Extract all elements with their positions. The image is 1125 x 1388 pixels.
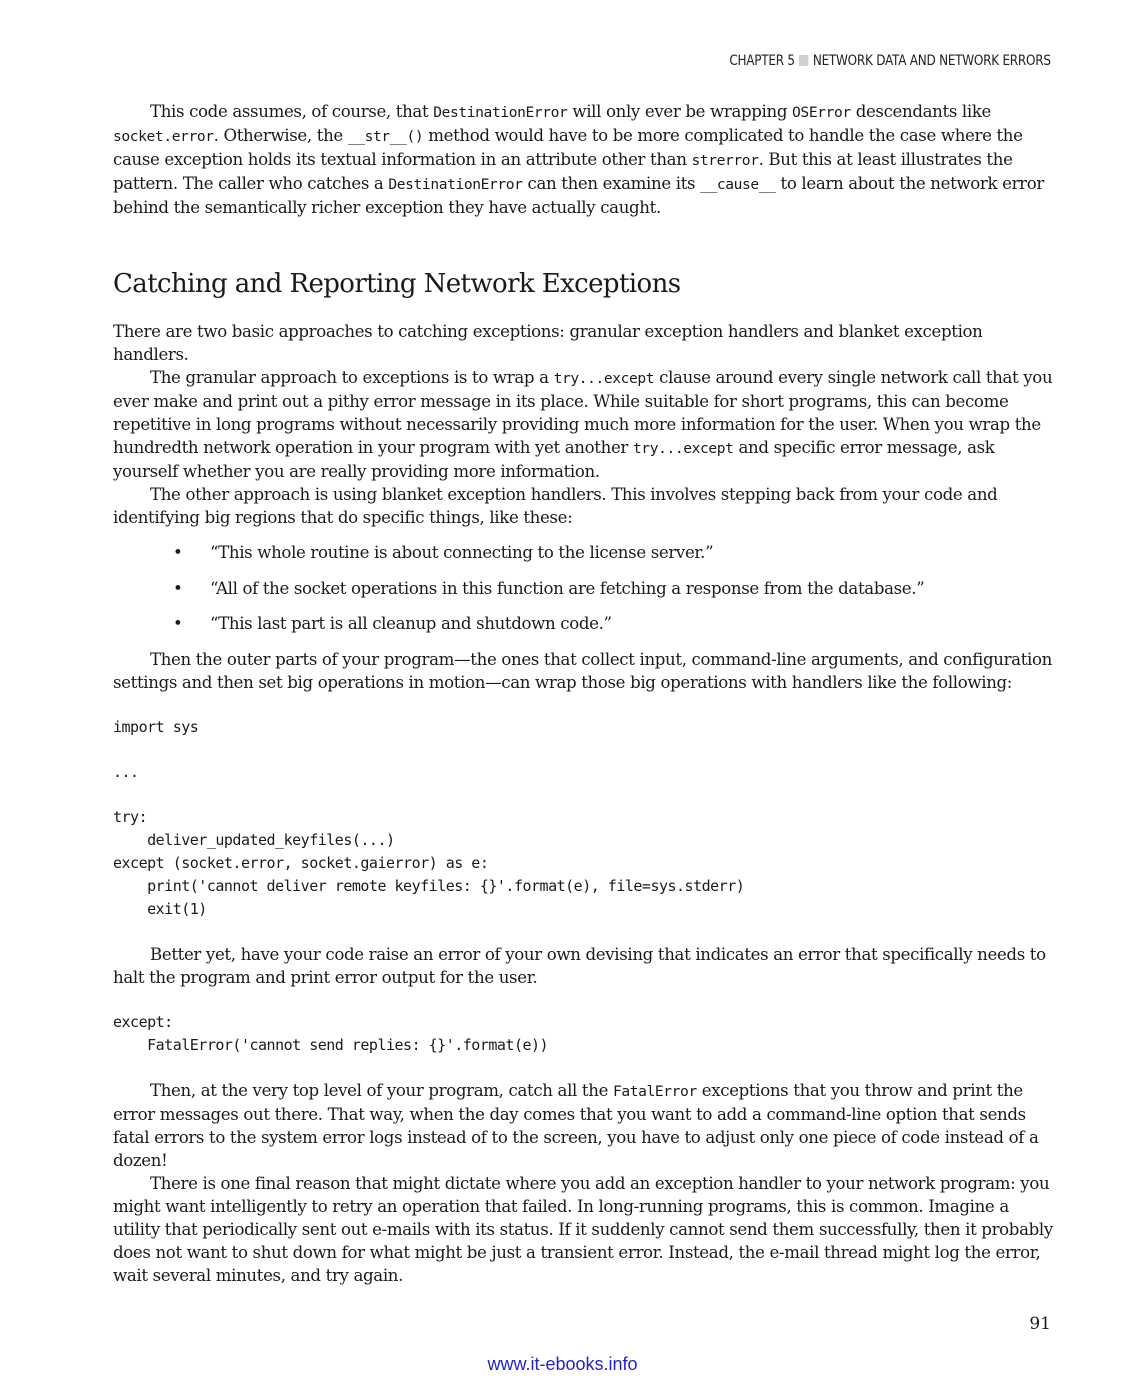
list-item	[113, 541, 1053, 564]
text-run: descendants like	[850, 102, 991, 121]
paragraph-better-yet: Better yet, have your code raise an error of your own devising that indicates an error that specifically needs to halt the program and print error output for the user.	[113, 944, 1046, 987]
code-block-ellipsis: ...	[113, 762, 139, 781]
text-run: . Otherwise, the	[213, 126, 348, 145]
bullet-icon: •	[173, 543, 183, 562]
chapter-label: CHAPTER 5	[729, 53, 796, 69]
intro-paragraph	[113, 100, 1053, 219]
paragraph-final-reason: There is one final reason that might dictate where you add an exception handler to your network program: you might want intelligently to retry an operation that failed. In long-running programs, this is common. Imagine a utility that periodically sent out e-mails with its status. If it suddenly cannot send them successfully, then it probably does not want to shut down for what might be just a transient error. Instead, the e-mail thread might log the error, wait several minutes, and try again.	[113, 1173, 1053, 1285]
inline-code: DestinationError	[433, 104, 568, 121]
inline-code: strerror	[691, 152, 759, 169]
paragraph-outer-parts: Then the outer parts of your program—the ones that collect input, command-line arguments, and configuration settings and then set big operations in motion—can wrap those big operations with handlers like the following:	[113, 649, 1052, 692]
inline-code: try...except	[632, 440, 734, 457]
list-item	[113, 612, 1053, 635]
bullet-icon: •	[173, 614, 183, 634]
page-body	[113, 100, 1053, 1287]
inline-code: __cause__	[700, 176, 776, 193]
text-run: Then, at the very top level of your program, catch all the	[150, 1080, 613, 1100]
paragraph-blanket: The other approach is using blanket exception handlers. This involves stepping back from your code and identifying big regions that do specific things, like these:	[113, 485, 998, 527]
inline-code: FatalError	[612, 1082, 697, 1100]
inline-code: try...except	[553, 370, 655, 387]
footer-link[interactable]: www.it-ebooks.info	[487, 1354, 638, 1374]
paragraph-granular	[113, 366, 1053, 483]
code-block-import: import sys	[113, 717, 199, 736]
list-item	[113, 577, 1053, 600]
text-run: to learn about the network error behind the semantically richer exception they have actually caught.	[113, 174, 1044, 217]
section-heading: Catching and Reporting Network Exceptions	[113, 269, 681, 299]
code-block-try: try: deliver_updated_keyfiles(...) except (socket.error, socket.gaierror) as e: print('cannot deliver remote keyfiles: {}'.format(e), file=sys.stderr) exit(1)	[113, 807, 745, 918]
inline-code: OSError	[792, 104, 851, 121]
page-number: 91	[1029, 1314, 1051, 1334]
text-run: method would have to be more complicated to handle the case where the cause exception holds its textual information in an attribute other than	[113, 126, 1023, 169]
bullet-list	[113, 541, 1053, 635]
code-block-except: except: FatalError('cannot send replies: {}'.format(e))	[113, 1012, 549, 1054]
paragraph-approaches: There are two basic approaches to catching exceptions: granular exception handlers and blanket exception handlers.	[113, 322, 983, 364]
bullet-icon: •	[173, 578, 183, 598]
text-run: This code assumes, of course, that	[150, 102, 434, 121]
text-run: will only ever be wrapping	[567, 102, 793, 121]
text-run: clause around every single network call that you ever make and print out a pithy error message in its place. While suitable for short programs, this can become repetitive in long programs without necessarily providing much more information for the user. When you wrap the hundredth network operation in your program with yet another	[113, 368, 1053, 457]
list-item-text: “This last part is all cleanup and shutdown code.”	[210, 614, 612, 634]
text-run: exceptions that you throw and print the error messages out there. That way, when the day comes that you want to add a command-line option that sends fatal errors to the system error logs instead of to the screen, you have to adjust only one piece of code instead of a dozen!	[113, 1080, 1039, 1170]
paragraph-top-level	[113, 1079, 1053, 1172]
list-item-text: “All of the socket operations in this function are fetching a response from the database.”	[210, 578, 925, 598]
text-run: can then examine its	[522, 174, 701, 193]
text-run: . But this at least illustrates the pattern. The caller who catches a	[113, 150, 1013, 193]
running-header	[730, 53, 1051, 69]
chapter-title: NETWORK DATA AND NETWORK ERRORS	[813, 53, 1051, 69]
separator-square-icon	[799, 55, 808, 66]
inline-code: socket.error	[113, 128, 214, 145]
text-run: and specific error message, ask yourself whether you are really providing more information.	[113, 438, 995, 481]
inline-code: __str__()	[347, 128, 424, 145]
inline-code: DestinationError	[388, 176, 523, 193]
list-item-text: “This whole routine is about connecting to the license server.”	[210, 543, 714, 562]
text-run: The granular approach to exceptions is to wrap a	[150, 368, 554, 387]
